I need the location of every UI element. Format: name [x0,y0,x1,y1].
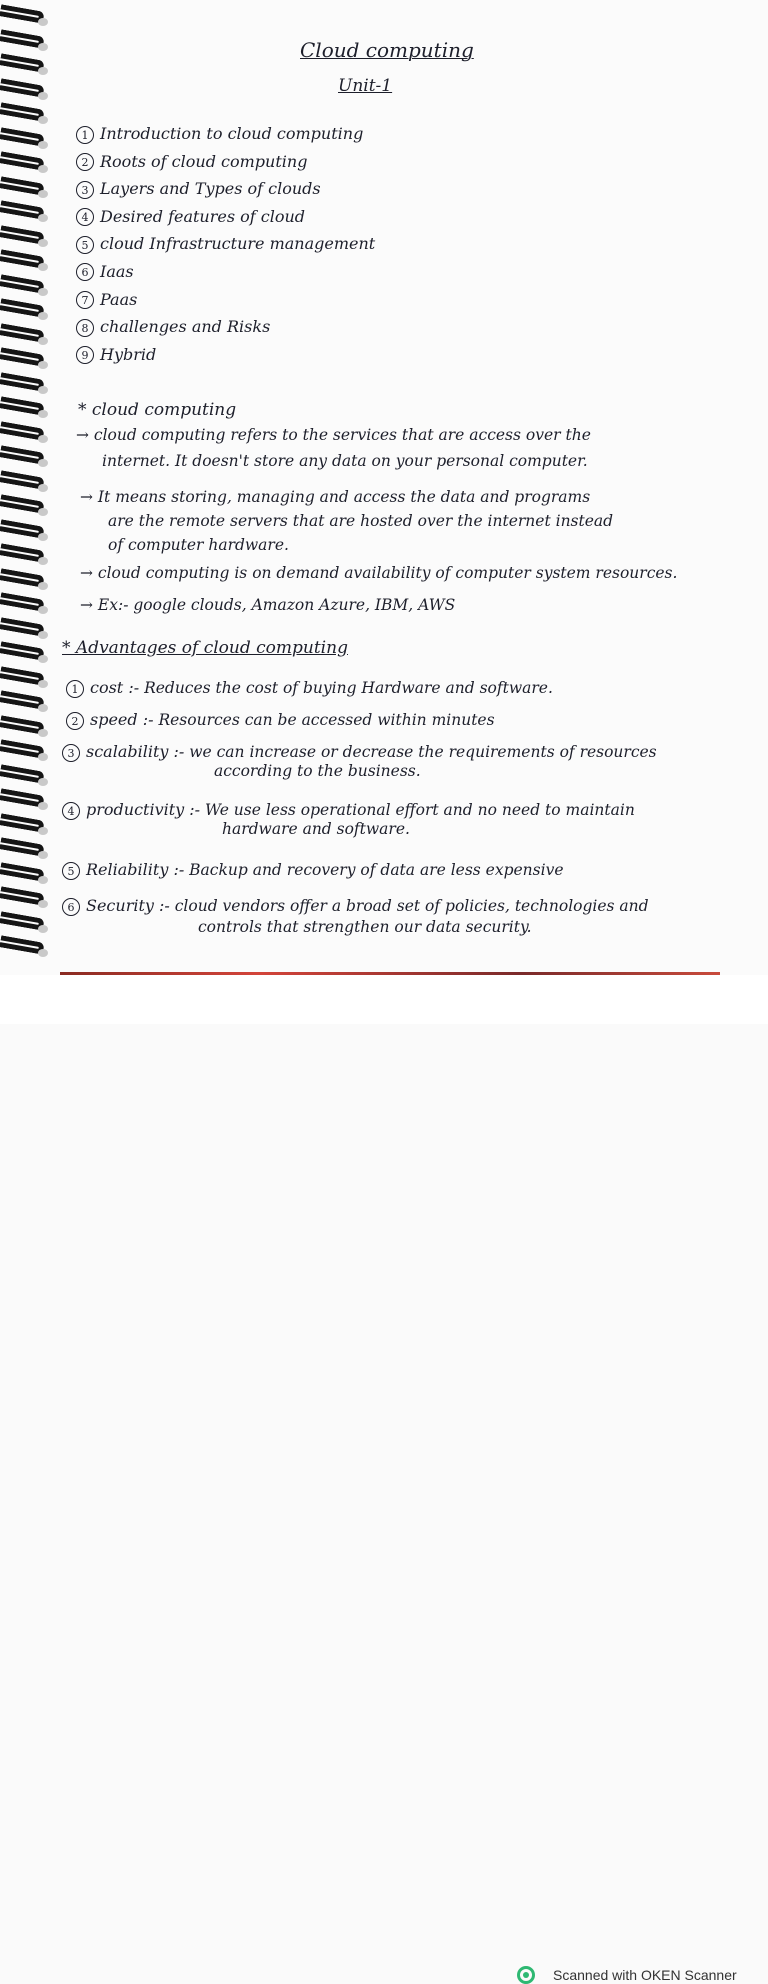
advantage-text: Resources can be accessed within minutes [158,711,495,729]
list-item [76,290,375,318]
scanner-footer [0,975,768,1983]
list-item [76,262,375,290]
advantage-text: We use less operational effort and no need to maintain [205,801,635,819]
binding-hole [38,778,48,786]
binding-hole [38,876,48,884]
number-circle: 5 [62,862,80,880]
point-line: internet. It doesn't store any data on your personal computer. [102,452,588,470]
binding-hole [38,386,48,394]
binding-hole [38,263,48,271]
binding-hole [38,214,48,222]
advantage-label: Reliability :- [86,860,185,879]
page-title: Cloud computing [300,38,474,62]
toc-text: Introduction to cloud computing [100,124,364,143]
advantage-item [62,800,635,820]
list-item [76,152,375,180]
number-circle: 5 [76,236,94,254]
list-item [76,179,375,207]
list-item [76,345,375,373]
binding-hole [38,606,48,614]
advantage-label: productivity :- [86,800,201,819]
point-line: → It means storing, managing and access the data and programs [80,488,591,506]
number-circle: 1 [66,680,84,698]
binding-hole [38,435,48,443]
binding-hole [38,557,48,565]
point-line: of computer hardware. [108,536,289,554]
binding-hole [38,116,48,124]
binding-hole [38,337,48,345]
binding-hole [38,43,48,51]
point-line: → cloud computing is on demand availability of computer system resources. [80,564,678,582]
point-line: are the remote servers that are hosted over the internet instead [108,512,614,530]
binding-hole [38,704,48,712]
advantage-text-cont: hardware and software. [222,820,410,838]
binding-hole [38,900,48,908]
toc-text: Roots of cloud computing [100,151,308,171]
binding-hole [38,729,48,737]
toc-text: cloud Infrastructure management [100,234,376,254]
advantage-label: scalability :- [86,742,185,761]
scanner-watermark-text: Scanned with OKEN Scanner [553,1967,737,1983]
binding-hole [38,655,48,663]
toc-text: Iaas [100,261,134,281]
number-circle: 9 [76,346,94,364]
point-line: → cloud computing refers to the services that are access over the [76,426,591,444]
number-circle: 3 [76,181,94,199]
advantage-text-cont: controls that strengthen our data security. [198,918,532,936]
binding-hole [38,141,48,149]
list-item [76,207,375,235]
advantage-text: Backup and recovery of data are less expensive [189,861,564,879]
binding-hole [38,92,48,100]
number-circle: 2 [76,153,94,171]
binding-hole [38,533,48,541]
binding-hole [38,312,48,320]
binding-hole [38,802,48,810]
notebook-page [0,0,768,975]
section-heading-cloud-computing: * cloud computing [78,400,237,420]
advantage-item [66,710,495,730]
advantage-text: we can increase or decrease the requirements of resources [189,743,657,761]
binding-hole [38,949,48,957]
point-line: → Ex:- google clouds, Amazon Azure, IBM, AWS [80,596,456,614]
advantage-label: Security :- [86,896,170,915]
list-item [76,234,375,262]
advantage-item [62,896,649,916]
scanner-logo-icon [517,1966,535,1984]
binding-hole [38,753,48,761]
advantage-item [62,860,564,880]
section-heading-advantages: * Advantages of cloud computing [62,638,348,658]
binding-hole [38,361,48,369]
spiral-binding [0,0,60,975]
list-item [76,124,375,152]
toc-text: Layers and Types of clouds [100,179,321,199]
binding-hole [38,459,48,467]
binding-hole [38,508,48,516]
binding-hole [38,925,48,933]
number-circle: 6 [76,263,94,281]
binding-hole [38,582,48,590]
number-circle: 3 [62,744,80,762]
binding-hole [38,410,48,418]
binding-hole [38,484,48,492]
advantage-item [66,678,553,698]
advantage-item [62,742,657,762]
binding-hole [38,827,48,835]
number-circle: 4 [62,802,80,820]
list-item [76,317,375,345]
binding-hole [38,239,48,247]
binding-hole [38,67,48,75]
binding-hole [38,190,48,198]
unit-label: Unit-1 [338,76,393,96]
table-of-contents [76,124,375,372]
advantage-text-cont: according to the business. [214,762,421,780]
advantage-label: speed :- [90,710,154,729]
binding-hole [38,851,48,859]
number-circle: 7 [76,291,94,309]
binding-hole [38,680,48,688]
binding-hole [38,18,48,26]
advantage-label: cost :- [90,678,140,697]
binding-hole [38,288,48,296]
advantage-text: Reduces the cost of buying Hardware and software. [144,679,553,697]
number-circle: 6 [62,898,80,916]
toc-text: Hybrid [100,344,157,364]
binding-hole [38,165,48,173]
number-circle: 1 [76,126,94,144]
number-circle: 8 [76,319,94,337]
advantage-text: cloud vendors offer a broad set of policies, technologies and [174,897,649,915]
toc-text: Desired features of cloud [100,206,306,226]
number-circle: 4 [76,208,94,226]
number-circle: 2 [66,712,84,730]
toc-text: Paas [100,289,138,309]
toc-text: challenges and Risks [100,317,271,337]
binding-hole [38,631,48,639]
